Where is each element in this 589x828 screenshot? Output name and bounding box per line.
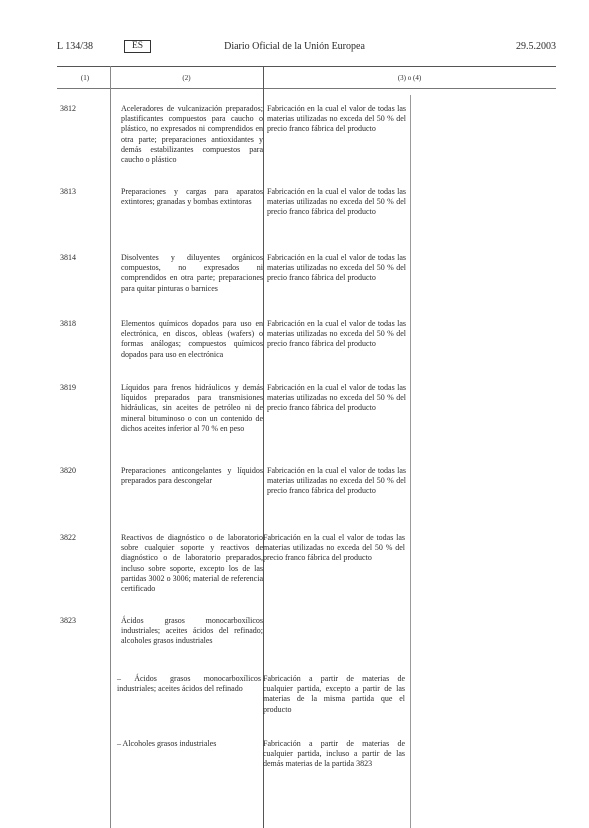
heading-code: 3818	[60, 319, 76, 328]
origin-rule: Fabricación en la cual el valor de todas las materias utilizadas no exceda del 50 % del precio franco fábrica del producto	[267, 187, 406, 217]
product-description: Ácidos grasos monocarboxílicos industriales; aceites ácidos del refinado; alcoholes grasos industriales	[121, 616, 263, 646]
column-header-1: (1)	[80, 74, 90, 82]
product-description: Elementos químicos dopados para uso en electrónica, en discos, obleas (wafers) o formas análogas; compuestos químicos dopados para uso en electrónica	[121, 319, 263, 359]
journal-title: Diario Oficial de la Unión Europea	[224, 41, 365, 52]
heading-code: 3820	[60, 466, 76, 475]
origin-rule: Fabricación en la cual el valor de todas las materias utilizadas no exceda del 50 % del precio franco fábrica del producto	[267, 319, 406, 349]
origin-rule: Fabricación a partir de materias de cualquier partida, excepto a partir de las materias de la misma partida que el producto	[263, 674, 405, 714]
column-divider-1	[110, 66, 111, 828]
origin-rule: Fabricación a partir de materias de cualquier partida, incluso a partir de las demás materias de la partida 3823	[263, 739, 405, 769]
product-subdescription: – Ácidos grasos monocarboxílicos industriales; aceites ácidos del refinado	[117, 674, 261, 694]
heading-code: 3822	[60, 533, 76, 542]
column-header-2: (2)	[182, 74, 191, 82]
origin-rule: Fabricación en la cual el valor de todas las materias utilizadas no exceda del 50 % del precio franco fábrica del producto	[263, 533, 405, 563]
table-top-rule	[57, 66, 556, 67]
heading-code: 3814	[60, 253, 76, 262]
product-subdescription: – Alcoholes grasos industriales	[117, 739, 217, 748]
product-description: Disolventes y diluyentes orgánicos compuestos, no expresados ni comprendidos en otra parte; preparaciones para quitar pinturas o barnices	[121, 253, 263, 293]
journal-reference: L 134/38	[57, 41, 94, 52]
column-header-3: (3) o (4)	[397, 74, 422, 82]
publication-date: 29.5.2003	[516, 41, 556, 52]
heading-code: 3813	[60, 187, 76, 196]
origin-rule: Fabricación en la cual el valor de todas las materias utilizadas no exceda del 50 % del precio franco fábrica del producto	[267, 104, 406, 134]
table-head-rule	[57, 88, 556, 89]
column-divider-3	[410, 95, 411, 828]
heading-code: 3819	[60, 383, 76, 392]
product-description: Preparaciones anticongelantes y líquidos preparados para descongelar	[121, 466, 263, 486]
product-description: Líquidos para frenos hidráulicos y demás líquidos preparados para transmisiones hidráulicas, sin aceites de petróleo ni de mineral bituminoso o con un contenido de dichos aceites inferior al 70 % en peso	[121, 383, 263, 433]
origin-rule: Fabricación en la cual el valor de todas las materias utilizadas no exceda del 50 % del precio franco fábrica del producto	[267, 383, 406, 413]
language-badge: ES	[124, 40, 151, 53]
product-description: Preparaciones y cargas para aparatos extintores; granadas y bombas extintoras	[121, 187, 263, 207]
heading-code: 3812	[60, 104, 76, 113]
product-description: Aceleradores de vulcanización preparados; plastificantes compuestos para caucho o plástico, no expresados ni comprendidos en otra parte; preparaciones antioxidantes y demás estabilizantes compuestos para caucho o plástico	[121, 104, 263, 165]
product-description: Reactivos de diagnóstico o de laboratorio sobre cualquier soporte y reactivos de diagnóstico o de laboratorio preparados, incluso sobre soporte, excepto los de las partidas 3002 o 3006; material de referencia certificado	[121, 533, 263, 594]
origin-rule: Fabricación en la cual el valor de todas las materias utilizadas no exceda del 50 % del precio franco fábrica del producto	[267, 253, 406, 283]
origin-rule: Fabricación en la cual el valor de todas las materias utilizadas no exceda del 50 % del precio franco fábrica del producto	[267, 466, 406, 496]
heading-code: 3823	[60, 616, 76, 625]
